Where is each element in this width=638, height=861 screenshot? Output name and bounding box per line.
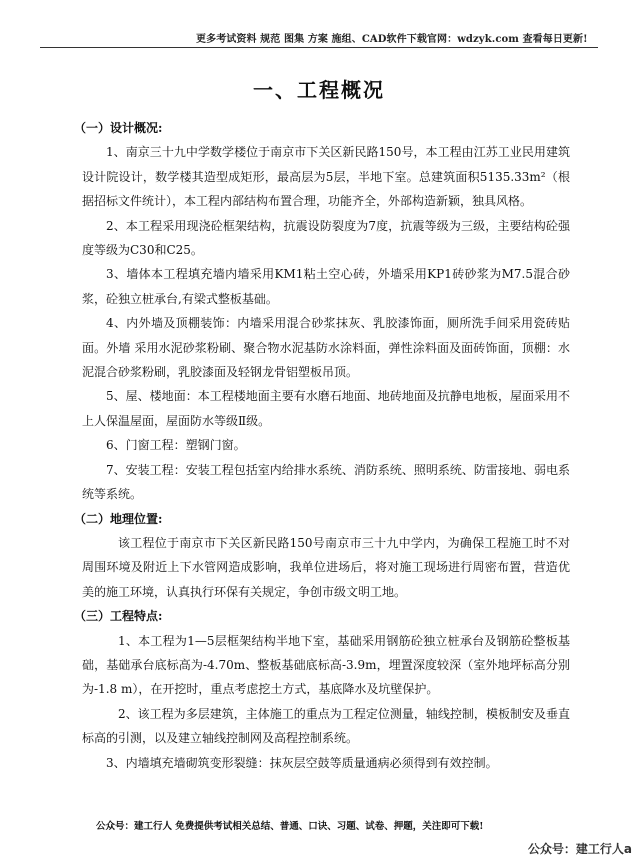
features-paragraph-1: 1、本工程为1—5层框架结构半地下室，基础采用钢筋砼独立桩承台及钢筋砼整板基础，基础承台底标高为-4.70m、整板基础底标高-3.9m，埋置深度较深（室外地坪标高分别为-1.8 m），在开挖时，重点考虑挖土方式，基底降水及坑壁保护。 — [82, 633, 570, 697]
features-paragraph-3: 3、内墙填充墙砌筑变形裂缝：抹灰层空鼓等质量通病必须得到有效控制。 — [106, 755, 498, 770]
document-title: 一、工程概况 — [253, 78, 385, 102]
section-heading-features: （三）工程特点: — [74, 609, 163, 624]
document-body — [74, 116, 570, 775]
design-paragraph-6: 6、门窗工程：塑钢门窗。 — [106, 438, 246, 453]
design-paragraph-4: 4、内外墙及顶棚装饰：内墙采用混合砂浆抹灰、乳胶漆饰面，厕所洗手间采用瓷砖贴面。外墙 采用水泥砂浆粉刷、聚合物水泥基防水涂料面，弹性涂料面及面砖饰面，顶棚：水泥混合砂浆粉刷，乳胶漆面及轻钢龙骨铝塑板吊顶。 — [82, 316, 570, 380]
features-paragraph-2: 2、该工程为多层建筑，主体施工的重点为工程定位测量，轴线控制，模板制安及垂直标高的引测，以及建立轴线控制网及高程控制系统。 — [82, 706, 570, 746]
design-paragraph-7: 7、安装工程：安装工程包括室内给排水系统、消防系统、照明系统、防雷接地、弱电系统等系统。 — [82, 462, 570, 502]
location-paragraph: 该工程位于南京市下关区新民路150号南京市三十九中学内，为确保工程施工时不对周围环境及附近上下水管网造成影响，我单位进场后，将对施工现场进行周密布置，营造优美的施工环境，认真执行环保有关规定，争创市级文明工地。 — [82, 535, 570, 599]
design-paragraph-2: 2、本工程采用现浇砼框架结构，抗震设防裂度为7度，抗震等级为三级，主要结构砼强度等级为C30和C25。 — [82, 218, 570, 258]
header-divider — [40, 47, 598, 48]
header-banner: 更多考试资料 规范 图集 方案 施组、CAD软件下载官网：wdzyk.com 查看每日更新! — [196, 34, 588, 45]
section-heading-location: （二）地理位置: — [74, 511, 163, 526]
design-paragraph-1: 1、南京三十九中学数学楼位于南京市下关区新民路150号，本工程由江苏工业民用建筑设计院设计，数学楼其造型成矩形，最高层为5层，半地下室。总建筑面积5135.33m²（根据招标文件统计），本工程内部结构布置合理，功能齐全，外部构造新颖，独具风格。 — [82, 145, 570, 209]
footer-watermark: 公众号：建工行人a — [527, 842, 632, 856]
section-heading-design: （一）设计概况: — [74, 121, 163, 135]
design-paragraph-5: 5、屋、楼地面：本工程楼地面主要有水磨石地面、地砖地面及抗静电地板，屋面采用不上人保温屋面，屋面防水等级Ⅱ级。 — [82, 389, 570, 428]
design-paragraph-3: 3、墙体本工程填充墙内墙采用KM1粘土空心砖，外墙采用KP1砖砂浆为M7.5混合砂浆，砼独立桩承台,有梁式整板基础。 — [82, 267, 570, 306]
footer-note: 公众号：建工行人 免费提供考试相关总结、普通、口诀、习题、试卷、押题，关注即可下载! — [96, 821, 484, 832]
